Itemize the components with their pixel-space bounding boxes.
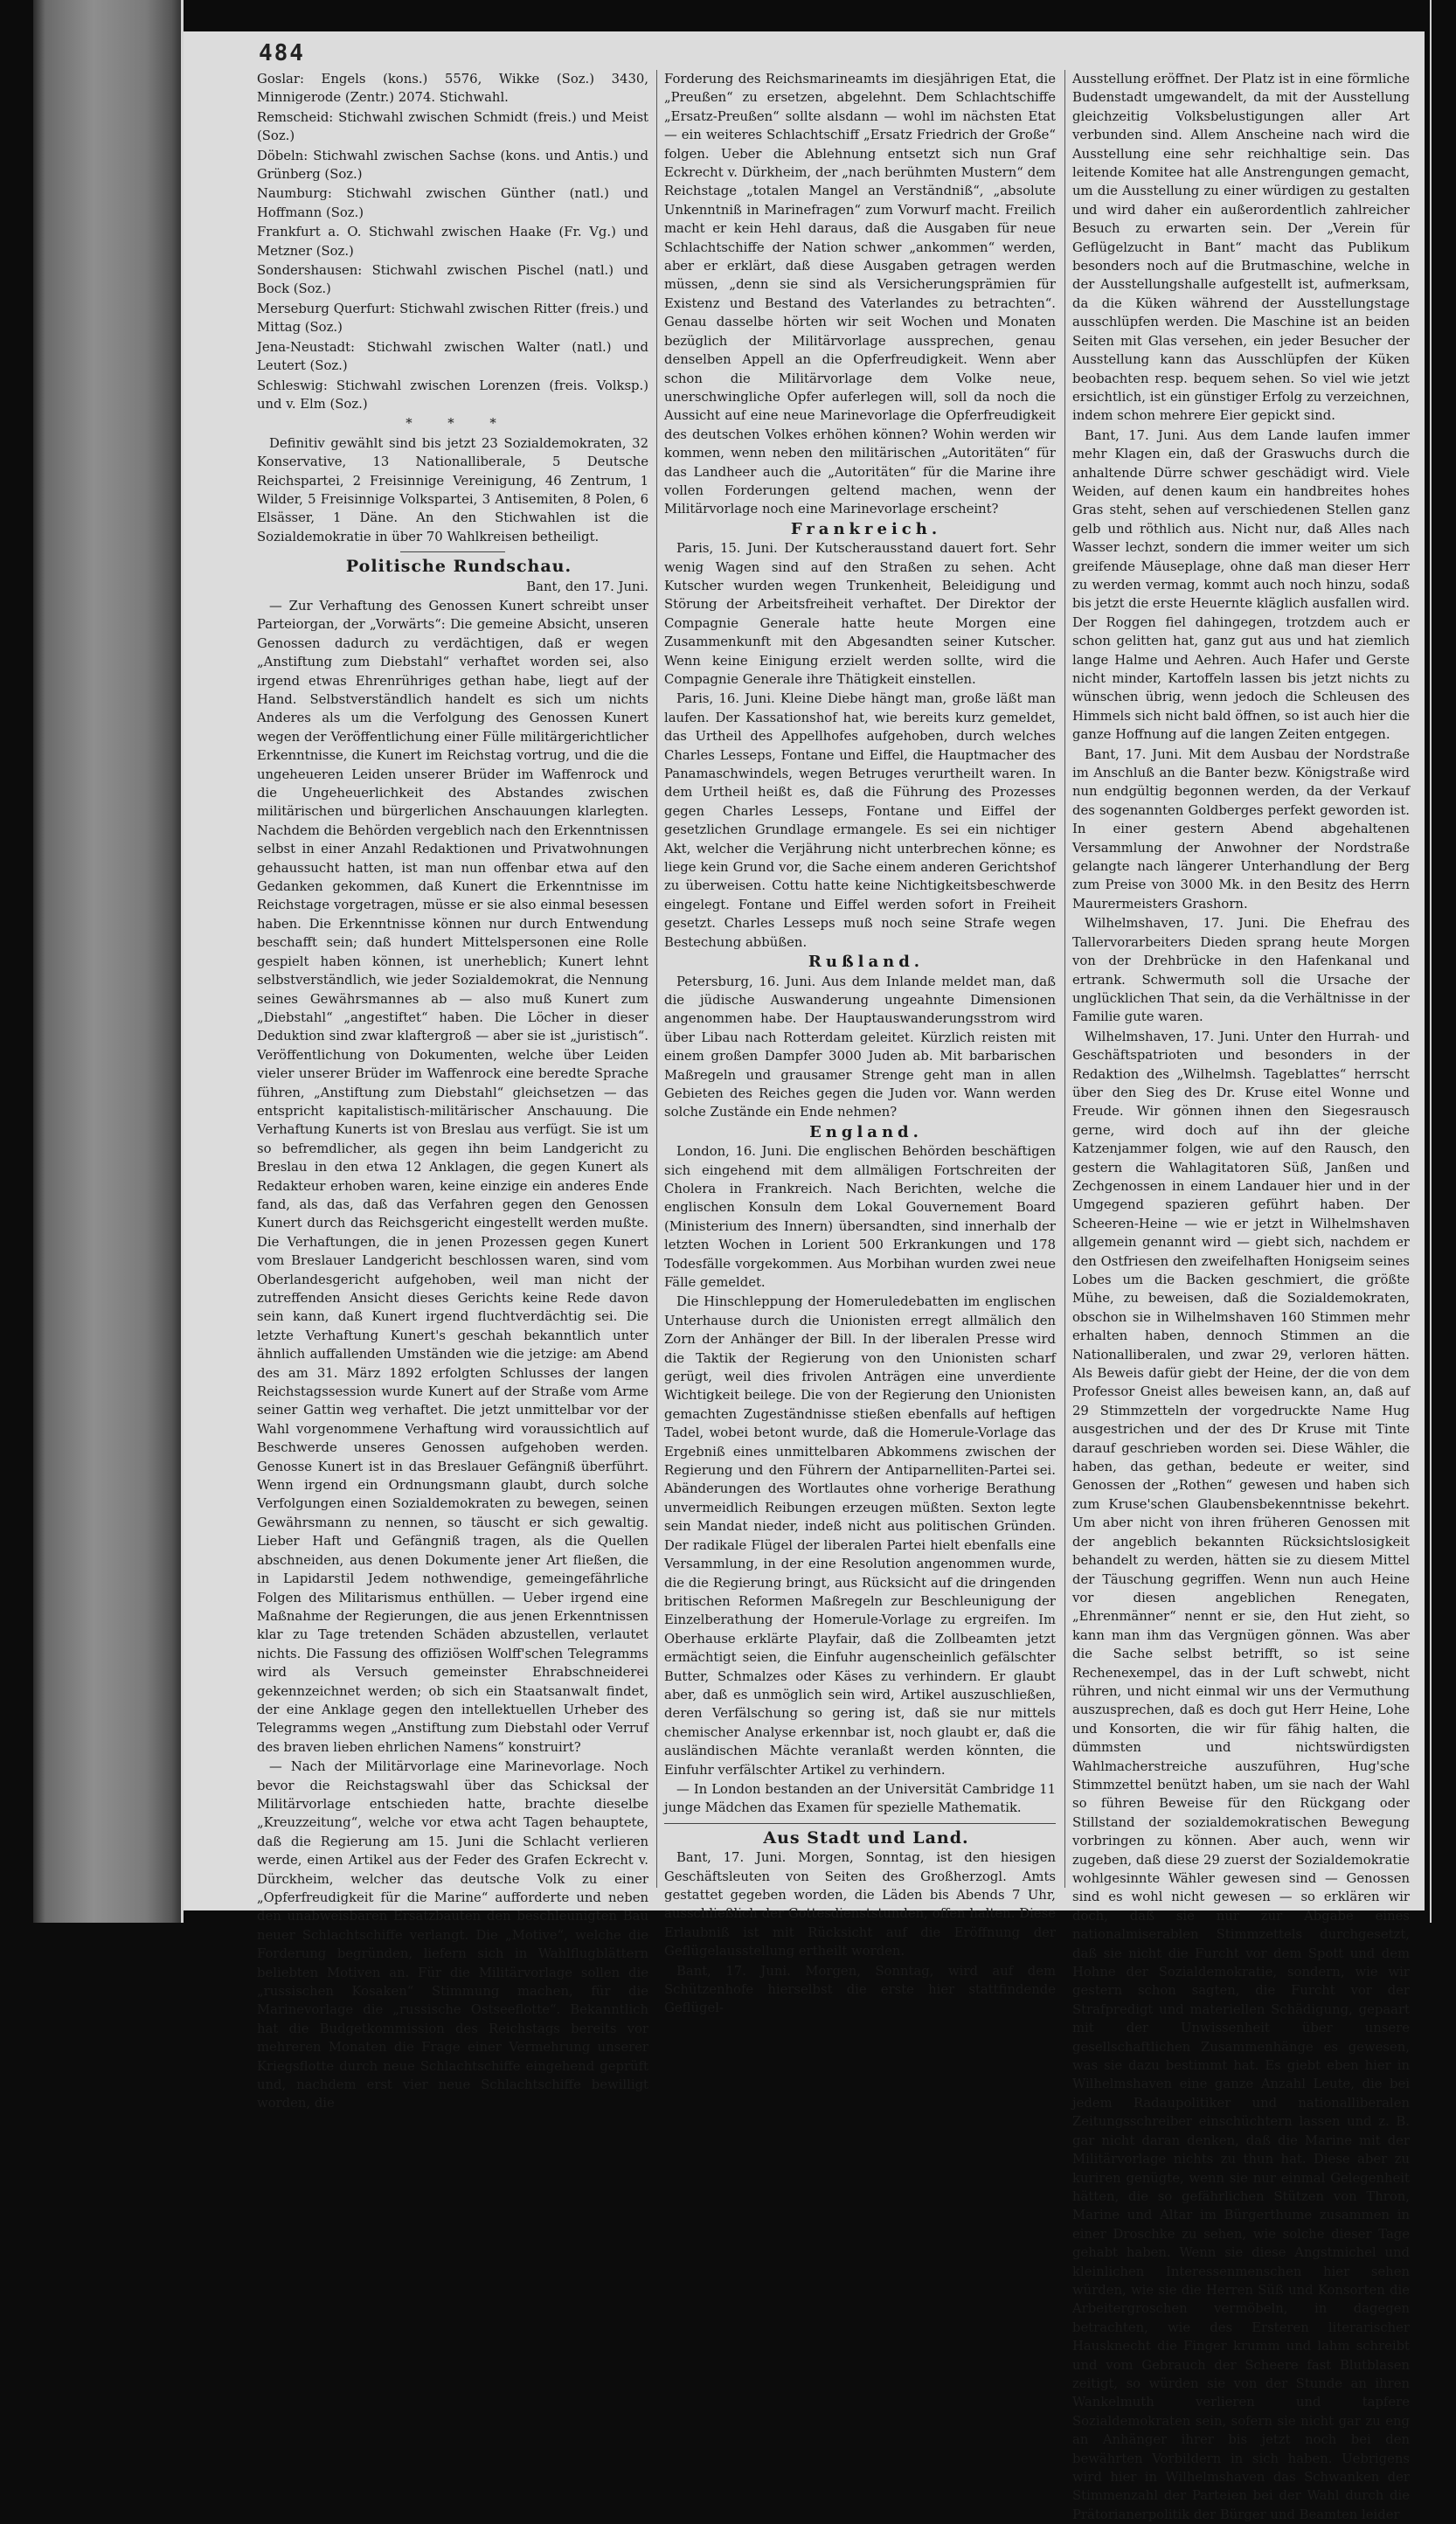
article-marinevorlage-continued: Forderung des Reichsmarineamts im diesjährigen Etat, die „Preußen“ zu ersetzen, abgelehnt. Dem Schlachtschiffe „Ersatz-Preußen“ sollte alsdann — wohl im nächsten Etat — ein weiteres Schlachtschiff „Ersatz Friedrich der Große“ folgen. Ueber die Ablehnung entsetzt sich nun Graf Eckrecht v. Dürkheim, der „nach berühmten Mustern“ dem Reichstage „totalen Mangel an Verständniß“, „absolute Unkenntniß in Marinefragen“ zum Vorwurf macht. Freilich macht er kein Hehl daraus, daß die Ausgaben für neue Schlachtschiffe der Nation schwer „ankommen“ werden, aber er erklärt, daß diese Ausgaben getragen werden müssen, „denn sie sind als Versicherungsprämien für Existenz und Bestand des Vaterlandes zu betrachten“. Genau dasselbe hörten wir seit Wochen und Monaten bezüglich der Militärvorlage aussprechen, genau denselben Appell an die Opferfreudigkeit. Wenn aber schon die Militärvorlage dem Volke neue, unerschwingliche Opfer auferlegen will, soll da noch die Aussicht auf eine neue Marinevorlage die Opferfreudigkeit des deutschen Volkes erhöhen können? Wohin werden wir kommen, wenn neben den militärischen „Autoritäten“ für das Landheer auch die „Autoritäten“ für die Marine ihre vollen Forderungen geltend machen, wenn der Militärvorlage noch eine Marinevorlage erscheint?: [664, 72, 1056, 517]
column-1: [257, 70, 648, 2111]
article-paris-2: Paris, 16. Juni. Kleine Diebe hängt man, große läßt man laufen. Der Kassationshof hat, wie bereits kurz gemeldet, das Urtheil des Appellhofes aufgehoben, durch welches Charles Lesseps, Fontane und Eiffel, die Hauptmacher des Panamaschwindels, wegen Betruges verurtheilt waren. In dem Urtheil heißt es, daß die Führung des Prozesses gegen Charles Lesseps, Fontane und Eiffel der gesetzlichen Grundlage ermangele. Es sei ein nichtiger Akt, welcher die Verjährung nicht unterbrechen könne; es liege kein Grund vor, die Sache einem anderen Gerichtshof zu überweisen. Cottu hatte keine Nichtigkeitsbeschwerde eingelegt. Fontane und Eiffel werden sofort in Freiheit gesetzt. Charles Lesseps muß noch seine Strafe wegen Bestechung abbüßen.: [664, 691, 1056, 950]
article-bant-2: Bant, 17. Juni. Morgen, Sonntag, wird auf dem Schützenhofe hierselbst die erste hier stattfindende Geflügel-: [664, 1963, 1056, 2016]
article-kunert: — Zur Verhaftung des Genossen Kunert schreibt unser Parteiorgan, der „Vorwärts“: Die gemeine Absicht, unseren Genossen dadurch zu verdächtigen, daß er wegen „Anstiftung zum Diebstahl“ verhaftet worden sei, also irgend etwas Ehrenrühriges gethan habe, liegt auf der Hand. Selbstverständlich handelt es sich um nichts Anderes als um die Verfolgung des Genossen Kunert wegen der Veröffentlichung einer Fülle militärgerichtlicher Erkenntnisse, die Kunert im Reichstag vortrug, und die die ungeheueren Leiden unserer Brüder im Waffenrock und die Ungeheuerlichkeit des Abstandes zwischen militärischen und bürgerlichen Anschauungen klarlegten. Nachdem die Behörden vergeblich nach den Erkenntnissen selbst in einer Anzahl Redaktionen und Privatwohnungen gehaussucht hatten, ist man nun offenbar etwa auf den Gedanken gekommen, daß Kunert die Erkenntnisse im Reichstage vorgetragen, müsse er sie also einmal besessen haben. Die Erkenntnisse können nur durch Entwendung beschafft sein; daß hundert Mittelspersonen eine Rolle gespielt haben können, ist unerheblich; Kunert lehnt selbstverständlich, wie jeder Sozialdemokrat, die Nennung seines Gewährsmannes ab — also muß Kunert zum „Diebstahl“ „angestiftet“ haben. Die Löcher in dieser Deduktion sind zwar klaftergroß — aber sie ist „juristisch“. Veröffentlichung von Dokumenten, welche über Leiden vieler unserer Brüder im Waffenrock eine beredte Sprache führen, „Anstiftung zum Diebstahl“ gleichsetzen — das entspricht kapitalistisch-militärischer Anschauung. Die Verhaftung Kunerts ist von Breslau aus verfügt. Sie ist um so befremdlicher, als gegen ihn beim Landgericht zu Breslau in den etwa 12 Anklagen, die gegen Kunert als Redakteur erhoben waren, keine einzige ein anderes Ende fand, als das, daß das Verfahren gegen den Genossen Kunert durch das Reichsgericht eingestellt werden mußte. Die Verhaftungen, die in jenen Prozessen gegen Kunert vom Breslauer Landgericht beschlossen waren, sind vom Oberlandesgericht aufgehoben, weil man nicht der zutreffenden Ansicht dieses Gerichts keine Rede davon sein kann, daß Kunert irgend fluchtverdächtig sei. Die letzte Verhaftung Kunert's geschah bekanntlich unter ähnlich auffallenden Umständen wie die jetzige: am Abend des am 31. März 1892 erfolgten Schlusses der langen Reichstagssession wurde Kunert auf der Straße vom Arme seiner Gattin weg verhaftet. Die jetzt unmittelbar vor der Wahl vorgenommene Verhaftung wird voraussichtlich auf Beschwerde unseres Genossen aufgehoben werden. Genosse Kunert ist in das Breslauer Gefängniß überführt. Wenn irgend ein Ordnungsmann glaubt, durch solche Verfolgungen einen Sozialdemokraten zu bewegen, seinen Gewährsmann zu nennen, so täuscht er sich gewaltig. Lieber Haft und Gefängniß tragen, als die Quellen abschneiden, aus denen Dokumente jener Art fließen, die in Lapidarstil Jedem nothwendige, gemeingefährliche Folgen des Militarismus enthüllen. — Ueber irgend eine Maßnahme der Regierungen, die aus jenen Erkenntnissen klar zu Tage tretenden Schäden abzustellen, verlautet nichts. Die Fassung des offiziösen Wolff'schen Telegramms wird als Versuch gemeinster Ehrabschneiderei gekennzeichnet werden; ob sich ein Staatsanwalt findet, der eine Anklage gegen den intellektuellen Urheber des Telegramms wegen „Anstiftung zum Diebstahl oder Verruf des braven lieben ehrlichen Namens“ konstruirt?: [257, 598, 648, 1755]
election-result: Schleswig: Stichwahl zwischen Lorenzen (freis. Volksp.) und v. Elm (Soz.): [257, 378, 648, 412]
divider: [664, 1823, 1056, 1824]
section-heading-england: England.: [809, 1122, 923, 1141]
newspaper-page: [184, 31, 1425, 2522]
election-result: Frankfurt a. O. Stichwahl zwischen Haake (Fr. Vg.) und Metzner (Soz.): [257, 225, 648, 259]
column-3: [1072, 70, 1411, 2522]
article-cambridge: — In London bestanden an der Universität Cambridge 11 junge Mädchen das Examen für spezielle Mathematik.: [664, 1781, 1056, 1816]
election-result: Jena-Neustadt: Stichwahl zwischen Walter (natl.) und Leutert (Soz.): [257, 339, 648, 374]
article-wilhelmshaven-1: Wilhelmshaven, 17. Juni. Die Ehefrau des Tallervorarbeiters Dieden sprang heute Morgen von der Drehbrücke in den Hafenkanal und ertrank. Schwermuth soll die Ursache der unglücklichen That sein, da die Verhältnisse in der Familie gute waren.: [1072, 916, 1410, 1025]
column-rule: [1064, 70, 1065, 1888]
column-2: [664, 70, 1056, 2016]
section-heading-politische-rundschau: Politische Rundschau.: [345, 557, 572, 577]
right-page-edge: [1430, 0, 1432, 1923]
article-bant-1: Bant, 17. Juni. Morgen, Sonntag, ist den hiesigen Geschäftsleuten von Seiten des Großherzogl. Amts gestattet gegeben worden, die Läden bis Abends 7 Uhr, ausschließlich der Gottesdienststunden, offen halten. Diese Erlaubniß ist mit Rücksicht auf die Eröffnung der Geflügelausstellung ertheilt worden.: [664, 1850, 1056, 1959]
election-result: Goslar: Engels (kons.) 5576, Wikke (Soz.) 3430, Minnigerode (Zentr.) 2074. Stichwahl.: [257, 72, 648, 106]
article-london: London, 16. Juni. Die englischen Behörden beschäftigen sich eingehend mit dem allmäligen Fortschreiten der Cholera in Frankreich. Nach Berichten, welche die englischen Konsuln dem Lokal Gouvernement Board (Ministerium des Innern) übersandten, sind innerhalb der letzten Wochen in Lorient 500 Erkrankungen und 178 Todesfälle vorgekommen. Aus Morbihan wurden zwei neue Fälle gemeldet.: [664, 1144, 1056, 1290]
election-summary: Definitiv gewählt sind bis jetzt 23 Sozialdemokraten, 32 Konservative, 13 Nationalliberale, 5 Deutsche Reichspartei, 2 Freisinnige Vereinigung, 46 Zentrum, 1 Wilder, 5 Freisinnige Volkspartei, 3 Antisemiten, 8 Polen, 6 Elsässer, 1 Däne. An den Stichwahlen ist die Sozialdemokratie in über 70 Wahlkreisen betheiligt.: [257, 435, 648, 544]
page-number: 484: [259, 40, 305, 66]
section-heading-frankreich: Frankreich.: [790, 519, 942, 538]
election-result: Sondershausen: Stichwahl zwischen Pischel (natl.) und Bock (Soz.): [257, 263, 648, 297]
column-rule: [656, 70, 657, 1888]
article-wilhelmshaven-2: Wilhelmshaven, 17. Juni. Unter den Hurrah- und Geschäftspatrioten und besonders in der Redaktion des „Wilhelmsh. Tageblattes“ herrscht über den Sieg des Dr. Kruse eitel Wonne und Freude. Wir gönnen ihnen den Siegesrausch gerne, wird doch auf ihn der gleiche Katzenjammer folgen, wie auf den Rausch, den gestern die Wahlagitatoren Süß, Janßen und Zechgenossen in einem Landauer hier und in der Umgegend spazieren geführt haben. Der Scheeren-Heine — wie er jetzt in Wilhelmshaven allgemein genannt wird — giebt sich, nachdem er den Ostfriesen den zweifelhaften Honigseim seines Lobes um die Backen geschmiert, die größte Mühe, zu beweisen, daß die Sozialdemokraten, obschon sie in Wilhelmshaven 160 Stimmen mehr erhalten haben, dennoch Stimmen an die Nationalliberalen, und zwar 29, verloren hätten. Als Beweis dafür giebt der Heine, der die von dem Professor Gneist alles beweisen kann, an, daß auf 29 Stimmzetteln der vorgedruckte Name Hug ausgestrichen und der des Dr Kruse mit Tinte darauf geschrieben worden sei. Diese Wähler, die haben, das gethan, bedeute er weiter, sind Genossen der „Rothen“ gewesen und haben sich zum Kruse'schen Glaubensbekenntnisse bekehrt. Um aber nicht von ihren früheren Genossen mit der angeblich bekannten Rücksichtslosigkeit behandelt zu werden, hätten sie zu diesem Mittel der Täuschung gegriffen. Wenn nun auch Heine vor diesen angeblichen Renegaten, „Ehrenmänner“ nennt er sie, den Hut zieht, so kann man ihm das Vergnügen gönnen. Was aber die Sache selbst betrifft, so ist seine Rechenexempel, das in der Luft schwebt, nicht rühren, und nicht einmal wir uns der Vermuthung auszusprechen, daß es doch gut Herr Heine, Lohe und Konsorten, die wir für fähig halten, die dümmsten und nichtswürdigsten Wahlmacherstreiche auszuführen, Hug'sche Stimmzettel benützt haben, um sie nach der Wahl so führen Beweise für den Rückgang oder Stillstand der sozialdemokratischen Bewegung vorbringen zu können. Aber auch, wenn wir zugeben, daß diese 29 zuerst der Sozialdemokratie wohlgesinnte Wähler gewesen sind — Genossen sind es wohl nicht gewesen — so erklären wir doch, daß sie nur zur Abgabe eines nationalmiserablen Stimmzettels durchgesetzt, daß sie nicht die Furcht vor dem Spott und dem Hohne der Sozialdemokratie, sondern, wie wir gestern schon sagten, die Furcht vor der Strafpredigt und materiellen Schädigung, gepaart mit der Unwissenheit über unsere gesellschaftlichen Zusammenhänge es gewesen, was sie dazu bestimmt hat. Es giebt eben hier in Wilhelmshaven eine ganze Anzahl Leute, die bei jedem Radaupolitiker und nationalliberalen Zeitungsschreiber einschüchtern lassen und z. B. gar nicht daran denken, daß die Marine mit der Militärvorlage nichts zu thun hat. Diese aber zu kuriren genügte, wenn sie nur einmal Gelegenheit hätten, die so gefährlichen Stützen von Thron, Marine und Altar im Bürgerthume zusammen in einer Droschke zu sehen, wie solche dieser Tage gehabt haben. Wenn sie diese Angstmichel und kleinlichen Interessenmenschen hier sehen würden, wie sie die Herren Süß und Konsorten die Arbeitergroschen vermöbeln, in dagegen betrachten, wie des Ersteren literarischer Hausknecht die Finger krumm und lahm schreibt und vom Gebrauch der Scheere fast Blutblasen zeitigt, so würden sie von der Stunde an ihren Wankelmuth verlieren und tapfere Sozialdemokraten sein, sofern sie nicht gar zu eng an Anhänger ihrer bis jetzt noch bei den bewährten Vorbildern in sich haben. Uebrigens wird hier in Wilhelmshaven das Schwanken der Stimmenzahl der Parteien bei der Wahl durch die Prätorianerpolitik der Bürger und Beamten leider: [1072, 1029, 1410, 2522]
election-result: Döbeln: Stichwahl zwischen Sachse (kons. und Antis.) und Grünberg (Soz.): [257, 148, 648, 183]
election-result: Remscheid: Stichwahl zwischen Schmidt (freis.) und Meist (Soz.): [257, 109, 648, 144]
article-bant-duerre: Bant, 17. Juni. Aus dem Lande laufen immer mehr Klagen ein, daß der Graswuchs durch die anhaltende Dürre schwer geschädigt wird. Viele Weiden, auf denen kaum ein handbreites hohes Gras steht, sehen auf verschiedenen Stellen ganz gelb und röthlich aus. Nicht nur, daß Alles nach Wasser lechzt, sondern die immer weiter um sich greifende Mäuseplage, ohne daß man dieser Herr zu werden vermag, kommt auch noch hinzu, sodaß bis jetzt die erste Heuernte kläglich ausfallen wird. Der Roggen fiel dahingegen, trotzdem auch er schon gelitten hat, ganz gut aus und hat ziemlich lange Halme und Aehren. Auch Hafer und Gerste nicht minder, Kartoffeln lassen bis jetzt nichts zu wünschen übrig, wenn jedoch die Schleusen des Himmels sich nicht bald öffnen, so ist auch hier die ganze Hoffnung auf die langen Zeiten entgegen.: [1072, 427, 1411, 743]
section-heading-aus-stadt-und-land: Aus Stadt und Land.: [763, 1827, 969, 1848]
article-petersburg: Petersburg, 16. Juni. Aus dem Inlande meldet man, daß die jüdische Auswanderung ungeahnte Dimensionen angenommen habe. Der Hauptauswanderungsstrom wird über Libau nach Rotterdam geleitet. Kürzlich reisten mit einem großen Dampfer 3000 Juden ab. Mit barbarischen Maßregeln und grausamer Strenge geht man in allen Gebieten des Reiches gegen die Juden vor. Wann werden solche Zustände ein Ende nehmen?: [664, 974, 1056, 1120]
section-stars: * * *: [406, 416, 512, 432]
dateline: Bant, den 17. Juni.: [526, 579, 648, 594]
article-bant-nordstrasse: Bant, 17. Juni. Mit dem Ausbau der Nordstraße im Anschluß an die Banter bezw. Königstraße wird nun endgültig begonnen werden, da der Verkauf des sogenannten Goldberges perfekt geworden ist. In einer gestern Abend abgehaltenen Versammlung der Anwohner der Nordstraße gelangte nach längerer Unterhandlung der Berg zum Preise von 3000 Mk. in den Besitz des Herrn Maurermeisters Grashorn.: [1072, 746, 1410, 912]
article-paris-1: Paris, 15. Juni. Der Kutscherausstand dauert fort. Sehr wenig Wagen sind auf den Straßen zu sehen. Acht Kutscher wurden wegen Trunkenheit, Beleidigung und Störung der Arbeitsfreiheit verhaftet. Der Direktor der Compagnie Generale hatte heute Morgen eine Zusammenkunft mit den Abgesandten seiner Kutscher. Wenn keine Einigung erzielt werden sollte, wird die Compagnie Generale ihre Thätigkeit einstellen.: [664, 541, 1056, 687]
article-marinevorlage: — Nach der Militärvorlage eine Marinevorlage. Noch bevor die Reichstagswahl über das Schicksal der Militärvorlage entschieden hatte, brachte dieselbe „Kreuzzeitung“, welche vor etwa acht Tagen behauptete, daß die Regierung am 15. Juni die Schlacht verlieren werde, einen Artikel aus der Feder des Grafen Eckrecht v. Dürckheim, welcher das deutsche Volk zu einer „Opferfreudigkeit für die Marine“ aufforderte und neben den unabweisbaren Ersatzbauten den beschleunigten Bau neuer Schlachtschiffe verlangt. Die „Motive“, welche die Forderung begründen, liefern sich in Wahlflugblättern beliebten Motiven an. Für die Militärvorlage sollen die „russischen Kosaken“ Stimmung machen, für die Marinevorlage die „russische Ostseeflotte“. Bekanntlich hat die Budgetkommission des Reichstags bereits vor mehreren Monaten die Frage einer Vermehrung unserer Kriegsflotte durch neue Schlachtschiffe eingehend geprüft und, nachdem erst vier neue Schlachtschiffe bewilligt worden, die: [257, 1759, 648, 2111]
section-heading-russland: Rußland.: [808, 953, 925, 972]
article-homerule: Die Hinschleppung der Homeruledebatten im englischen Unterhause durch die Unionisten erregt allmälich den Zorn der Anhänger der Bill. In der liberalen Presse wird die Taktik der Regierung von den Unionisten scharf gerügt, weil dies frivolen Anträgen eine unverdiente Wichtigkeit beilege. Die von der Regierung den Unionisten gemachten Zugeständnisse stießen ebenfalls auf heftigen Tadel, wobei betont wurde, daß die Homerule-Vorlage das Ergebniß eines unmittelbaren Abkommens zwischen der Regierung und den Führern der Antiparnelliten-Partei sei. Abänderungen des Wortlautes ohne vorherige Berathung unvermeidlich Reibungen erzeugen müßten. Sexton legte sein Mandat nieder, indeß nicht aus politischen Gründen. Der radikale Flügel der liberalen Partei hielt ebenfalls eine Versammlung, in der eine Resolution angenommen wurde, die die Regierung bringt, aus Rücksicht auf die dringenden britischen Reformen Maßregeln zur Beschleunigung der Einzelberathung der Homerule-Vorlage zu ergreifen. Im Oberhause erklärte Playfair, daß die Zollbeamten jetzt ermächtigt seien, die Einfuhr augenscheinlich gefälschter Butter, Schmalzes oder Käses zu verhindern. Er glaubt aber, daß es unmöglich sein wird, Artikel auszuschließen, deren Verfälschung so gering ist, daß sie nur mittels chemischer Analyse erkennbar ist, noch glaubt er, daß die ausländischen Mächte veranlaßt werden könnten, die Einfuhr verfälschter Artikel zu verhindern.: [664, 1294, 1056, 1778]
book-binding: [33, 0, 184, 1923]
election-result: Merseburg Querfurt: Stichwahl zwischen Ritter (freis.) und Mittag (Soz.): [257, 301, 648, 336]
election-result: Naumburg: Stichwahl zwischen Günther (natl.) und Hoffmann (Soz.): [257, 186, 648, 220]
divider: [400, 551, 505, 552]
article-ausstellung-continued: Ausstellung eröffnet. Der Platz ist in eine förmliche Budenstadt umgewandelt, da mit der Ausstellung gleichzeitig Volksbelustigungen aller Art verbunden sind. Allem Anscheine nach wird die Ausstellung eine sehr reichhaltige sein. Das leitende Komitee hat alle Anstrengungen gemacht, um die Ausstellung zu einer würdigen zu gestalten und wird daher ein außerordentlich zahlreicher Besuch zu erwarten sein. Der „Verein für Geflügelzucht in Bant“ macht das Publikum besonders noch auf die Brutmaschine, welche in der Ausstellungshalle aufgestellt ist, aufmerksam, da die Küken während der Ausstellungstage ausschlüpfen werden. Die Maschine ist an beiden Seiten mit Glas versehen, ein jeder Besucher der Ausstellung kann das Ausschlüpfen der Küken beobachten resp. bequem sehen. So viel wie jetzt ersichtlich, ist ein günstiger Erfolg zu verzeichnen, indem schon mehrere Eier gepickt sind.: [1072, 72, 1410, 424]
